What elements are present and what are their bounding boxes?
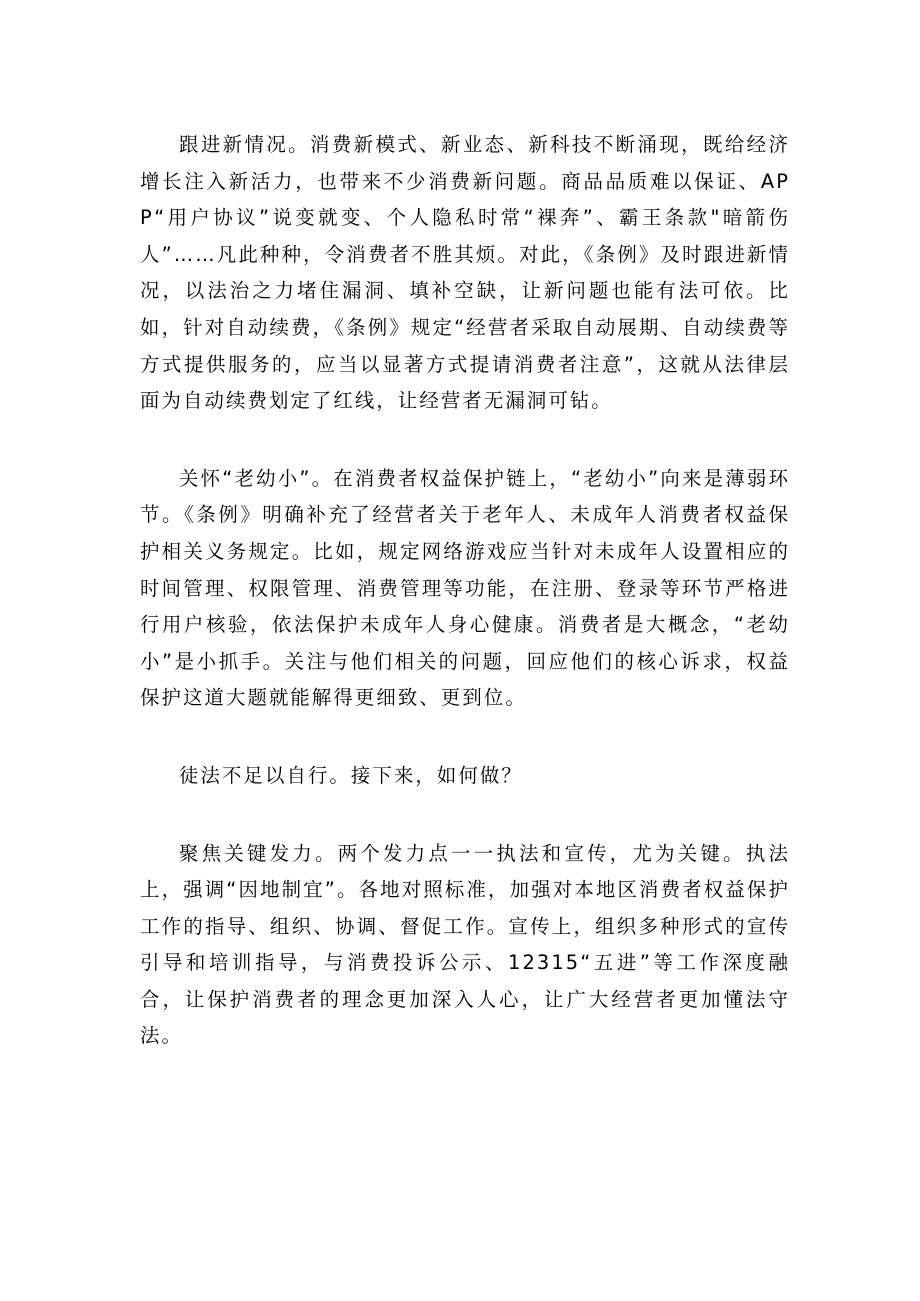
paragraph-law-cannot-enforce-itself: 徒法不足以自行。接下来，如何做？ [179,763,523,787]
paragraph-care-for-elderly-and-young: 关怀“老幼小”。在消费者权益保护链上，“老幼小”向来是薄弱环节。《条例》明确补充了经营者关于老年人、未成年人消费者权益保护相关义务规定。比如，规定网络游戏应当针对未成年人设置相应的时间管理、权限管理、消费管理等功能，在注册、登录等环节严格进行用户核验，依法保护未成年人身心健康。消费者是大概念，“老幼小”是小抓手。关注与他们相关的问题，回应他们的核心诉求，权益保护这道大题就能解得更细致、更到位。 [140,466,790,710]
paragraph-spacer [140,717,790,758]
paragraph-follow-new-situations: 跟进新情况。消费新模式、新业态、新科技不断涌现，既给经济增长注入新活力，也带来不少消费新问题。商品品质难以保证、APP“用户协议”说变就变、个人隐私时常“裸奔”、霸王条款"暗箭伤人”……凡此种种，令消费者不胜其烦。对此，《条例》及时跟进新情况，以法治之力堵住漏洞、填补空缺，让新问题也能有法可依。比如，针对自动续费，《条例》规定“经营者采取自动展期、自动续费等方式提供服务的，应当以显著方式提请消费者注意”，这就从法律层面为自动续费划定了红线，让经营者无漏洞可钻。 [140,133,790,413]
paragraph-spacer [140,795,790,836]
document-body [140,127,790,1055]
paragraph-focus-key-efforts: 聚焦关键发力。两个发力点一一执法和宣传，尤为关键。执法上，强调“因地制宜”。各地对照标准，加强对本地区消费者权益保护工作的指导、组织、协调、督促工作。宣传上，组织多种形式的宣传引导和培训指导，与消费投诉公示、12315“五进”等工作深度融合，让保护消费者的理念更加深入人心，让广大经营者更加懂法守法。 [140,841,790,1048]
paragraph-spacer [140,420,790,461]
